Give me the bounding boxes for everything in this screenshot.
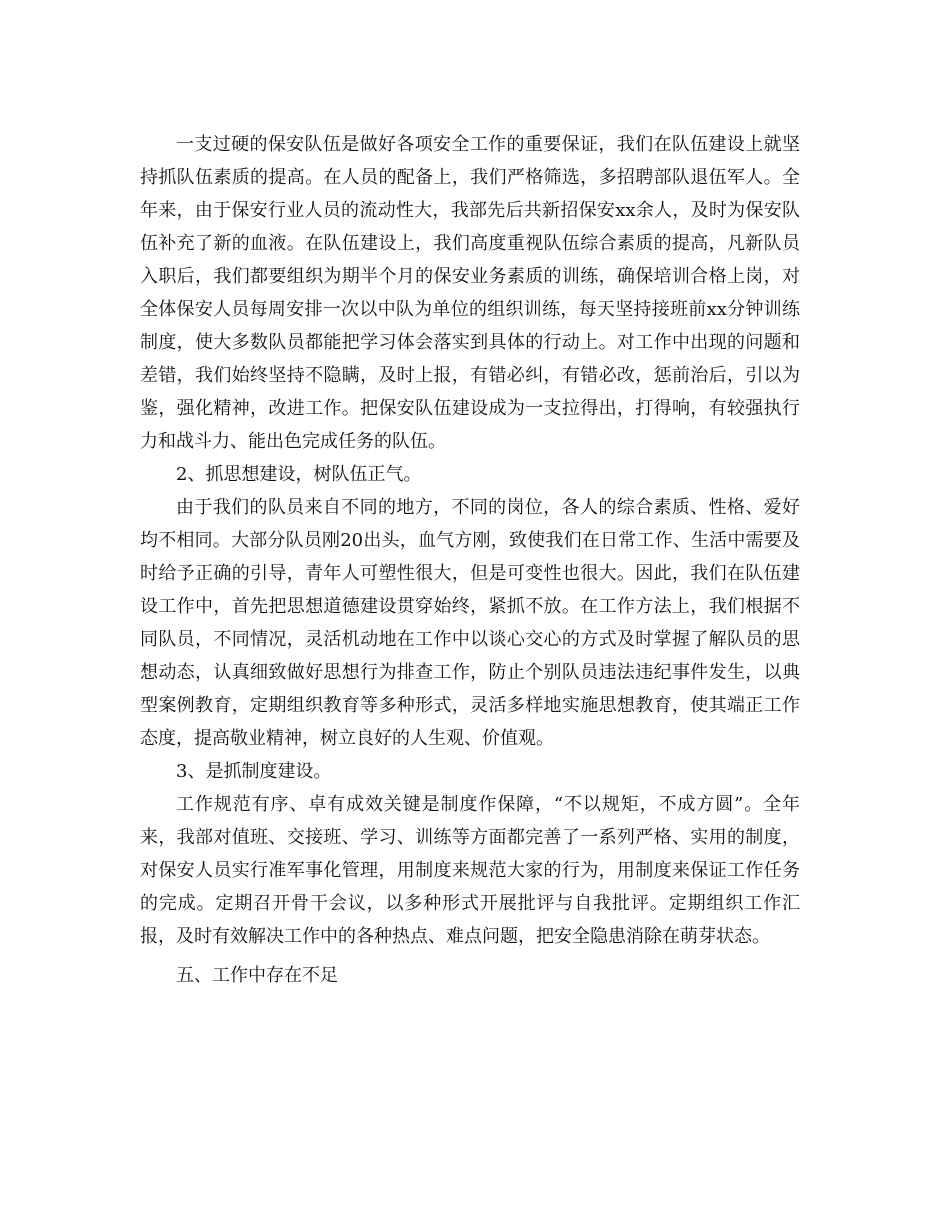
paragraph-ideology-building: 由于我们的队员来自不同的地方，不同的岗位，各人的综合素质、性格、爱好均不相同。大部分队员刚20出头，血气方刚，致使我们在日常工作、生活中需要及时给予正确的引导，青年人可塑性很大，但是可变性也很大。因此，我们在队伍建设工作中，首先把思想道德建设贯穿始终，紧抓不放。在工作方法上，我们根据不同队员，不同情况，灵活机动地在工作中以谈心交心的方式及时掌握了解队员的思想动态，认真细致做好思想行为排查工作，防止个别队员违法违纪事件发生，以典型案例教育，定期组织教育等多种形式，灵活多样地实施思想教育，使其端正工作态度，提高敬业精神，树立良好的人生观、价值观。	[140, 497, 800, 749]
heading-system-building: 3、是抓制度建设。	[176, 761, 332, 782]
document-body	[140, 128, 800, 992]
paragraph-system-building: 工作规范有序、卓有成效关键是制度作保障，“不以规矩，不成方圆”。全年来，我部对值班、交接班、学习、训练等方面都完善了一系列严格、实用的制度，对保安人员实行准军事化管理，用制度来规范大家的行为，用制度来保证工作任务的完成。定期召开骨干会议，以多种形式开展批评与自我批评。定期组织工作汇报，及时有效解决工作中的各种热点、难点问题，把安全隐患消除在萌芽状态。	[140, 794, 800, 947]
heading-ideology-building: 2、抓思想建设，树队伍正气。	[176, 464, 422, 485]
paragraph-team-quality: 一支过硬的保安队伍是做好各项安全工作的重要保证，我们在队伍建设上就坚持抓队伍素质的提高。在人员的配备上，我们严格筛选，多招聘部队退伍军人。全年来，由于保安行业人员的流动性大，我部先后共新招保安xx余人，及时为保安队伍补充了新的血液。在队伍建设上，我们高度重视队伍综合素质的提高，凡新队员入职后，我们都要组织为期半个月的保安业务素质的训练，确保培训合格上岗，对全体保安人员每周安排一次以中队为单位的组织训练，每天坚持接班前xx分钟训练制度，使大多数队员都能把学习体会落实到具体的行动上。对工作中出现的问题和差错，我们始终坚持不隐瞒，及时上报，有错必纠，有错必改，惩前治后，引以为鉴，强化精神，改进工作。把保安队伍建设成为一支拉得出，打得响，有较强执行力和战斗力、能出色完成任务的队伍。	[140, 134, 800, 452]
heading-shortcomings: 五、工作中存在不足	[176, 965, 338, 986]
